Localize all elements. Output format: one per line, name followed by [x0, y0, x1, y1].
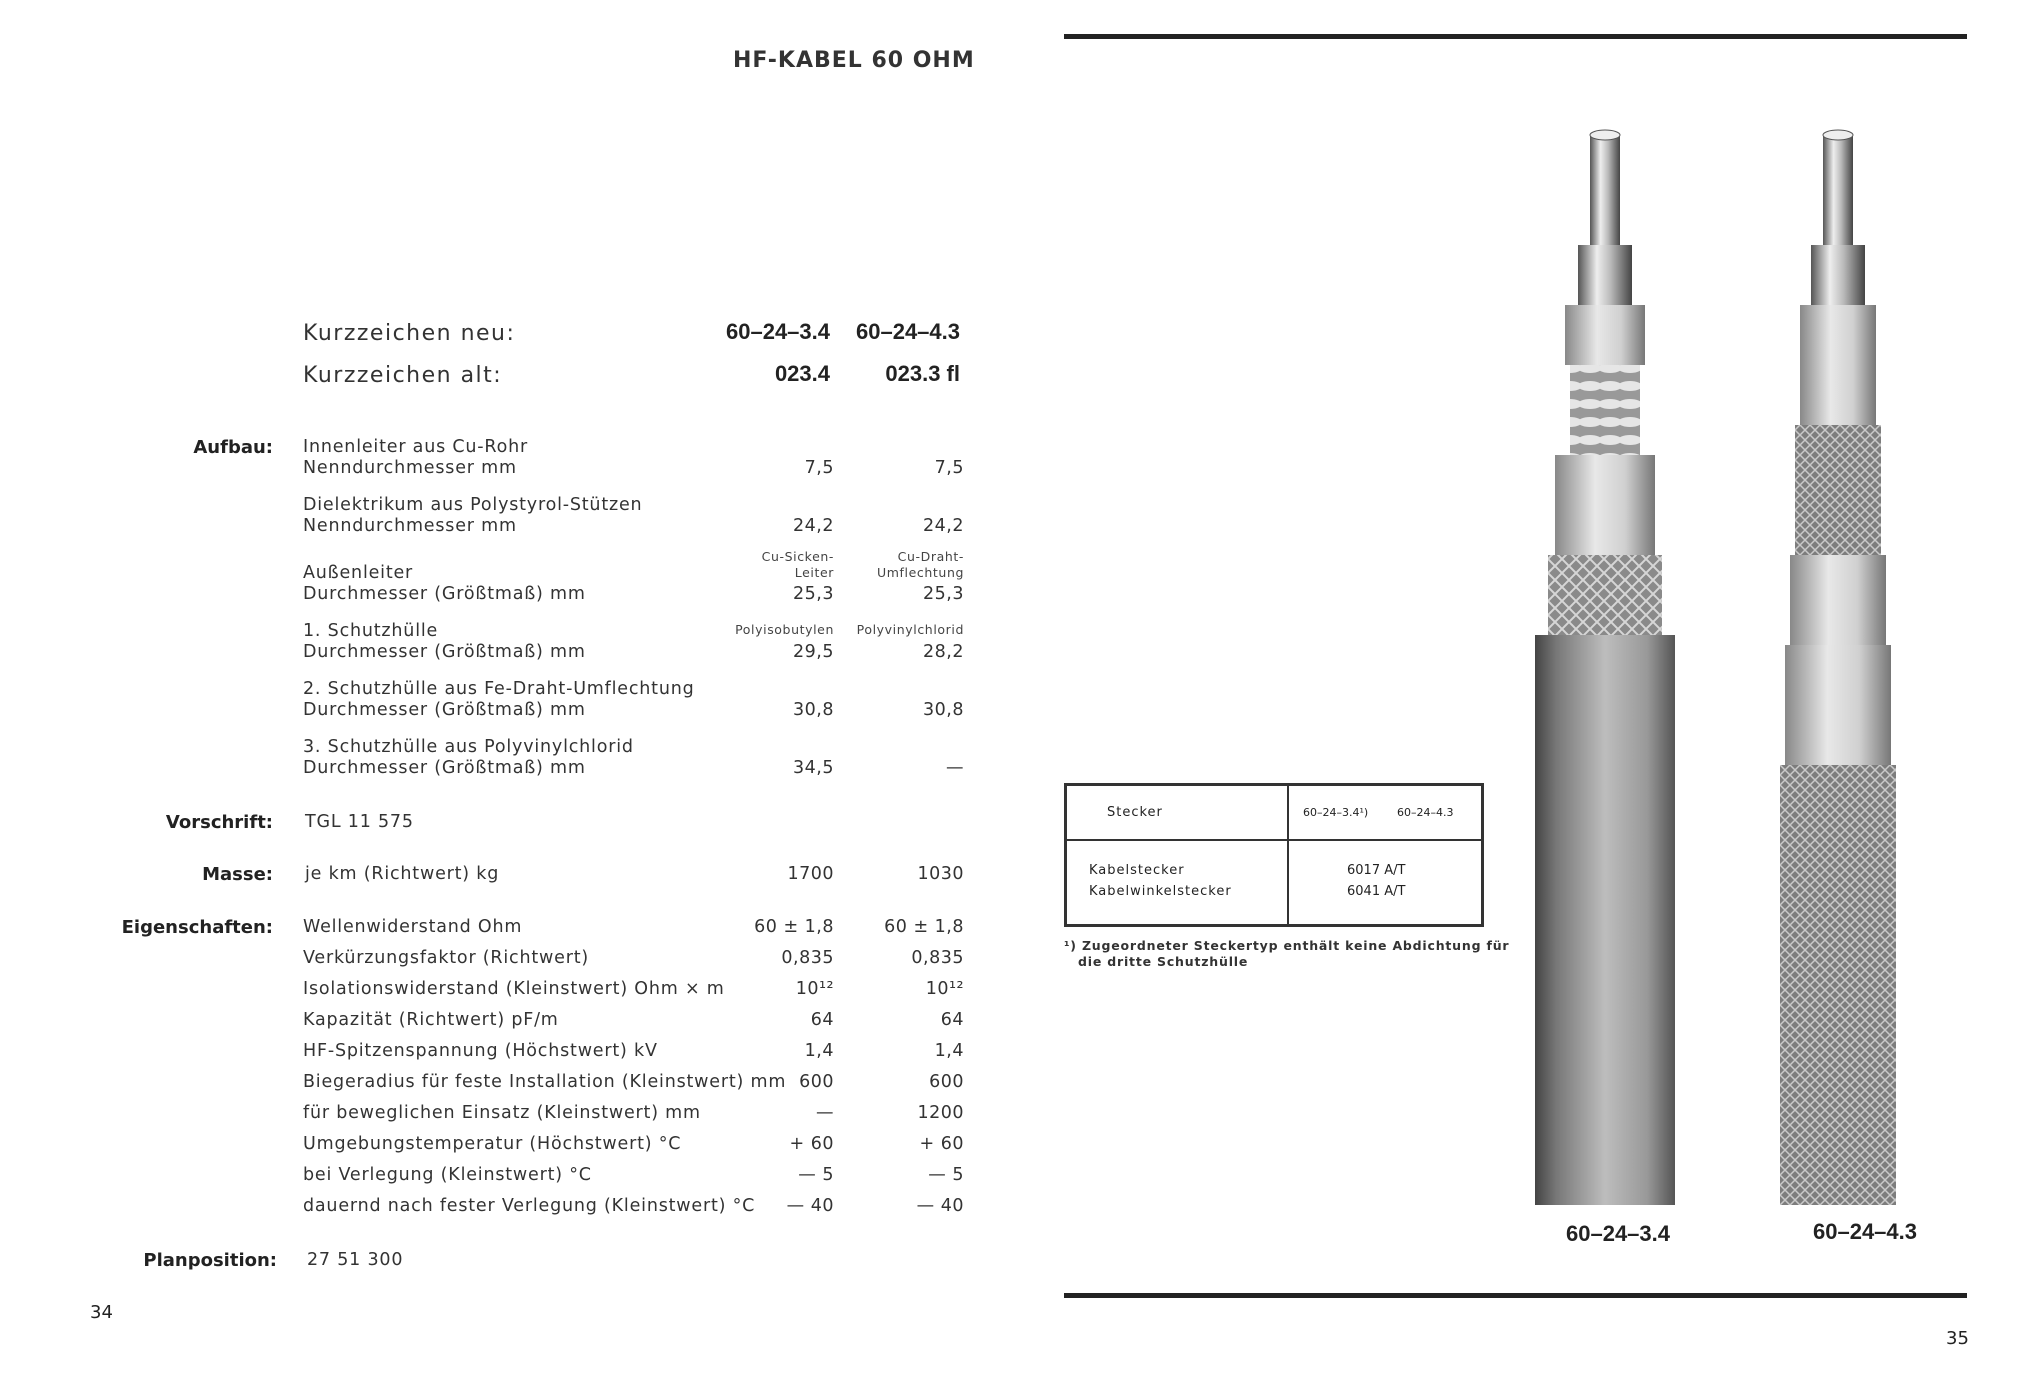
aufbau-value-a: 25,3 [793, 584, 834, 604]
table-row-label: Kabelwinkelstecker [1089, 884, 1232, 899]
eigenschaft-value-b: + 60 [919, 1134, 964, 1154]
kurzzeichen-neu-b: 60–24–4.3 [856, 319, 960, 344]
aufbau-value-b: 24,2 [923, 516, 964, 536]
section-vorschrift: Vorschrift: [165, 812, 273, 833]
schutzhuelle-note-a: Polyisobutylen [735, 622, 834, 637]
masse-label: je km (Richtwert) kg [305, 864, 500, 884]
footnote-line: die dritte Schutzhülle [1078, 954, 1249, 969]
eigenschaft-value-a: 60 ± 1,8 [754, 917, 834, 937]
table-row-label: Kabelstecker [1089, 863, 1185, 878]
aufbau-value-a: 29,5 [793, 642, 834, 662]
page-title: HF-KABEL 60 OHM [733, 48, 975, 73]
eigenschaft-label: Wellenwiderstand Ohm [303, 917, 523, 937]
aufbau-row [303, 679, 695, 721]
aufbau-row [303, 737, 634, 779]
note-line: Cu-Draht- [897, 549, 964, 564]
eigenschaft-value-a: — [816, 1103, 834, 1123]
eigenschaft-label: Umgebungstemperatur (Höchstwert) °C [303, 1134, 682, 1154]
eigenschaft-value-a: + 60 [789, 1134, 834, 1154]
eigenschaft-value-a: 64 [810, 1010, 834, 1030]
eigenschaft-label: dauernd nach fester Verlegung (Kleinstwert) °C [303, 1196, 756, 1216]
kurzzeichen-alt-a: 023.4 [774, 361, 830, 386]
cable-60-24-4.3-icon [1780, 130, 1896, 1205]
note-line: Cu-Sicken- [761, 549, 834, 564]
aufbau-row [303, 621, 586, 663]
eigenschaft-label: Verkürzungsfaktor (Richtwert) [303, 948, 589, 968]
eigenschaft-value-b: 600 [929, 1072, 964, 1092]
planposition-value: 27 51 300 [307, 1250, 404, 1270]
bottom-rule [1064, 1293, 1967, 1298]
masse-value-a: 1700 [787, 864, 834, 884]
top-rule [1064, 34, 1967, 39]
page-number-left: 34 [90, 1302, 113, 1323]
aufbau-row [303, 495, 642, 537]
aufbau-line2: Durchmesser (Größtmaß) mm [303, 700, 586, 720]
eigenschaft-value-a: 600 [799, 1072, 834, 1092]
aufbau-value-a: 7,5 [804, 458, 834, 478]
eigenschaft-value-b: 10¹² [925, 979, 964, 999]
table-row-value: 6017 A/T [1347, 863, 1406, 878]
aufbau-line1: Innenleiter aus Cu-Rohr [303, 437, 528, 457]
aufbau-row [303, 563, 586, 605]
cable-60-24-3.4-icon [1535, 130, 1675, 1205]
aufbau-line2: Durchmesser (Größtmaß) mm [303, 642, 586, 662]
note-line: Umflechtung [877, 565, 964, 580]
aufbau-line1: 1. Schutzhülle [303, 621, 439, 641]
eigenschaft-value-b: 1200 [917, 1103, 964, 1123]
section-masse: Masse: [202, 864, 273, 885]
eigenschaft-value-a: 1,4 [804, 1041, 834, 1061]
table-header-type-b: 60–24–4.3 [1397, 806, 1454, 819]
aufbau-value-a: 34,5 [793, 758, 834, 778]
eigenschaft-value-a: — 5 [798, 1165, 834, 1185]
kurzzeichen-neu-label: Kurzzeichen neu: [303, 321, 516, 346]
eigenschaft-value-b: 64 [940, 1010, 964, 1030]
caption-cable-2: 60–24–4.3 [1813, 1219, 1917, 1244]
eigenschaft-label: Biegeradius für feste Installation (Kleinstwert) mm [303, 1072, 787, 1092]
eigenschaft-value-b: — 5 [928, 1165, 964, 1185]
aufbau-value-b: 30,8 [923, 700, 964, 720]
kurzzeichen-alt-label: Kurzzeichen alt: [303, 363, 503, 388]
cable-illustrations [1520, 125, 1960, 1210]
aufbau-line2: Durchmesser (Größtmaß) mm [303, 758, 586, 778]
eigenschaft-label: bei Verlegung (Kleinstwert) °C [303, 1165, 592, 1185]
eigenschaft-label: HF-Spitzenspannung (Höchstwert) kV [303, 1041, 658, 1061]
table-header-stecker: Stecker [1107, 805, 1163, 820]
kurzzeichen-alt-b: 023.3 fl [885, 361, 960, 386]
aufbau-line1: Dielektrikum aus Polystyrol-Stützen [303, 495, 643, 515]
eigenschaft-label: Isolationswiderstand (Kleinstwert) Ohm × m [303, 979, 725, 999]
aufbau-value-b: 25,3 [923, 584, 964, 604]
masse-value-b: 1030 [917, 864, 964, 884]
aufbau-row [303, 437, 528, 479]
aufbau-value-a: 30,8 [793, 700, 834, 720]
aufbau-value-a: 24,2 [793, 516, 834, 536]
kurzzeichen-neu-a: 60–24–3.4 [726, 319, 830, 344]
eigenschaft-value-b: 0,835 [911, 948, 964, 968]
section-eigenschaften: Eigenschaften: [121, 917, 273, 938]
eigenschaft-value-a: 10¹² [795, 979, 834, 999]
eigenschaft-value-a: — 40 [786, 1196, 834, 1216]
aufbau-value-b: 7,5 [934, 458, 964, 478]
aufbau-line1: 3. Schutzhülle aus Polyvinylchlorid [303, 737, 634, 757]
footnote [1064, 938, 1509, 970]
section-planposition: Planposition: [143, 1250, 277, 1271]
footnote-line: ¹) Zugeordneter Steckertyp enthält keine Abdichtung für [1064, 938, 1510, 953]
table-divider [1287, 841, 1289, 924]
eigenschaft-value-a: 0,835 [781, 948, 834, 968]
vorschrift-value: TGL 11 575 [305, 812, 414, 832]
table-header-type-a: 60–24–3.4¹) [1303, 806, 1369, 819]
aufbau-value-b: — [946, 758, 964, 778]
table-row-value: 6041 A/T [1347, 884, 1406, 899]
caption-cable-1: 60–24–3.4 [1566, 1221, 1670, 1246]
note-line: Leiter [794, 565, 834, 580]
eigenschaft-value-b: — 40 [916, 1196, 964, 1216]
aussenleiter-note-b [830, 549, 964, 581]
aufbau-line1: Außenleiter [303, 563, 414, 583]
table-header-cell [1067, 786, 1289, 841]
aufbau-line2: Nenndurchmesser mm [303, 516, 517, 536]
eigenschaft-value-b: 1,4 [934, 1041, 964, 1061]
aufbau-value-b: 28,2 [923, 642, 964, 662]
aufbau-line2: Durchmesser (Größtmaß) mm [303, 584, 586, 604]
eigenschaft-label: Kapazität (Richtwert) pF/m [303, 1010, 559, 1030]
aufbau-line1: 2. Schutzhülle aus Fe-Draht-Umflechtung [303, 679, 695, 699]
section-aufbau: Aufbau: [193, 437, 273, 458]
page-number-right: 35 [1946, 1328, 1969, 1349]
aufbau-line2: Nenndurchmesser mm [303, 458, 517, 478]
aussenleiter-note-a [700, 549, 834, 581]
schutzhuelle-note-b: Polyvinylchlorid [856, 622, 964, 637]
eigenschaft-value-b: 60 ± 1,8 [884, 917, 964, 937]
stecker-table [1064, 783, 1484, 927]
eigenschaft-label: für beweglichen Einsatz (Kleinstwert) mm [303, 1103, 701, 1123]
